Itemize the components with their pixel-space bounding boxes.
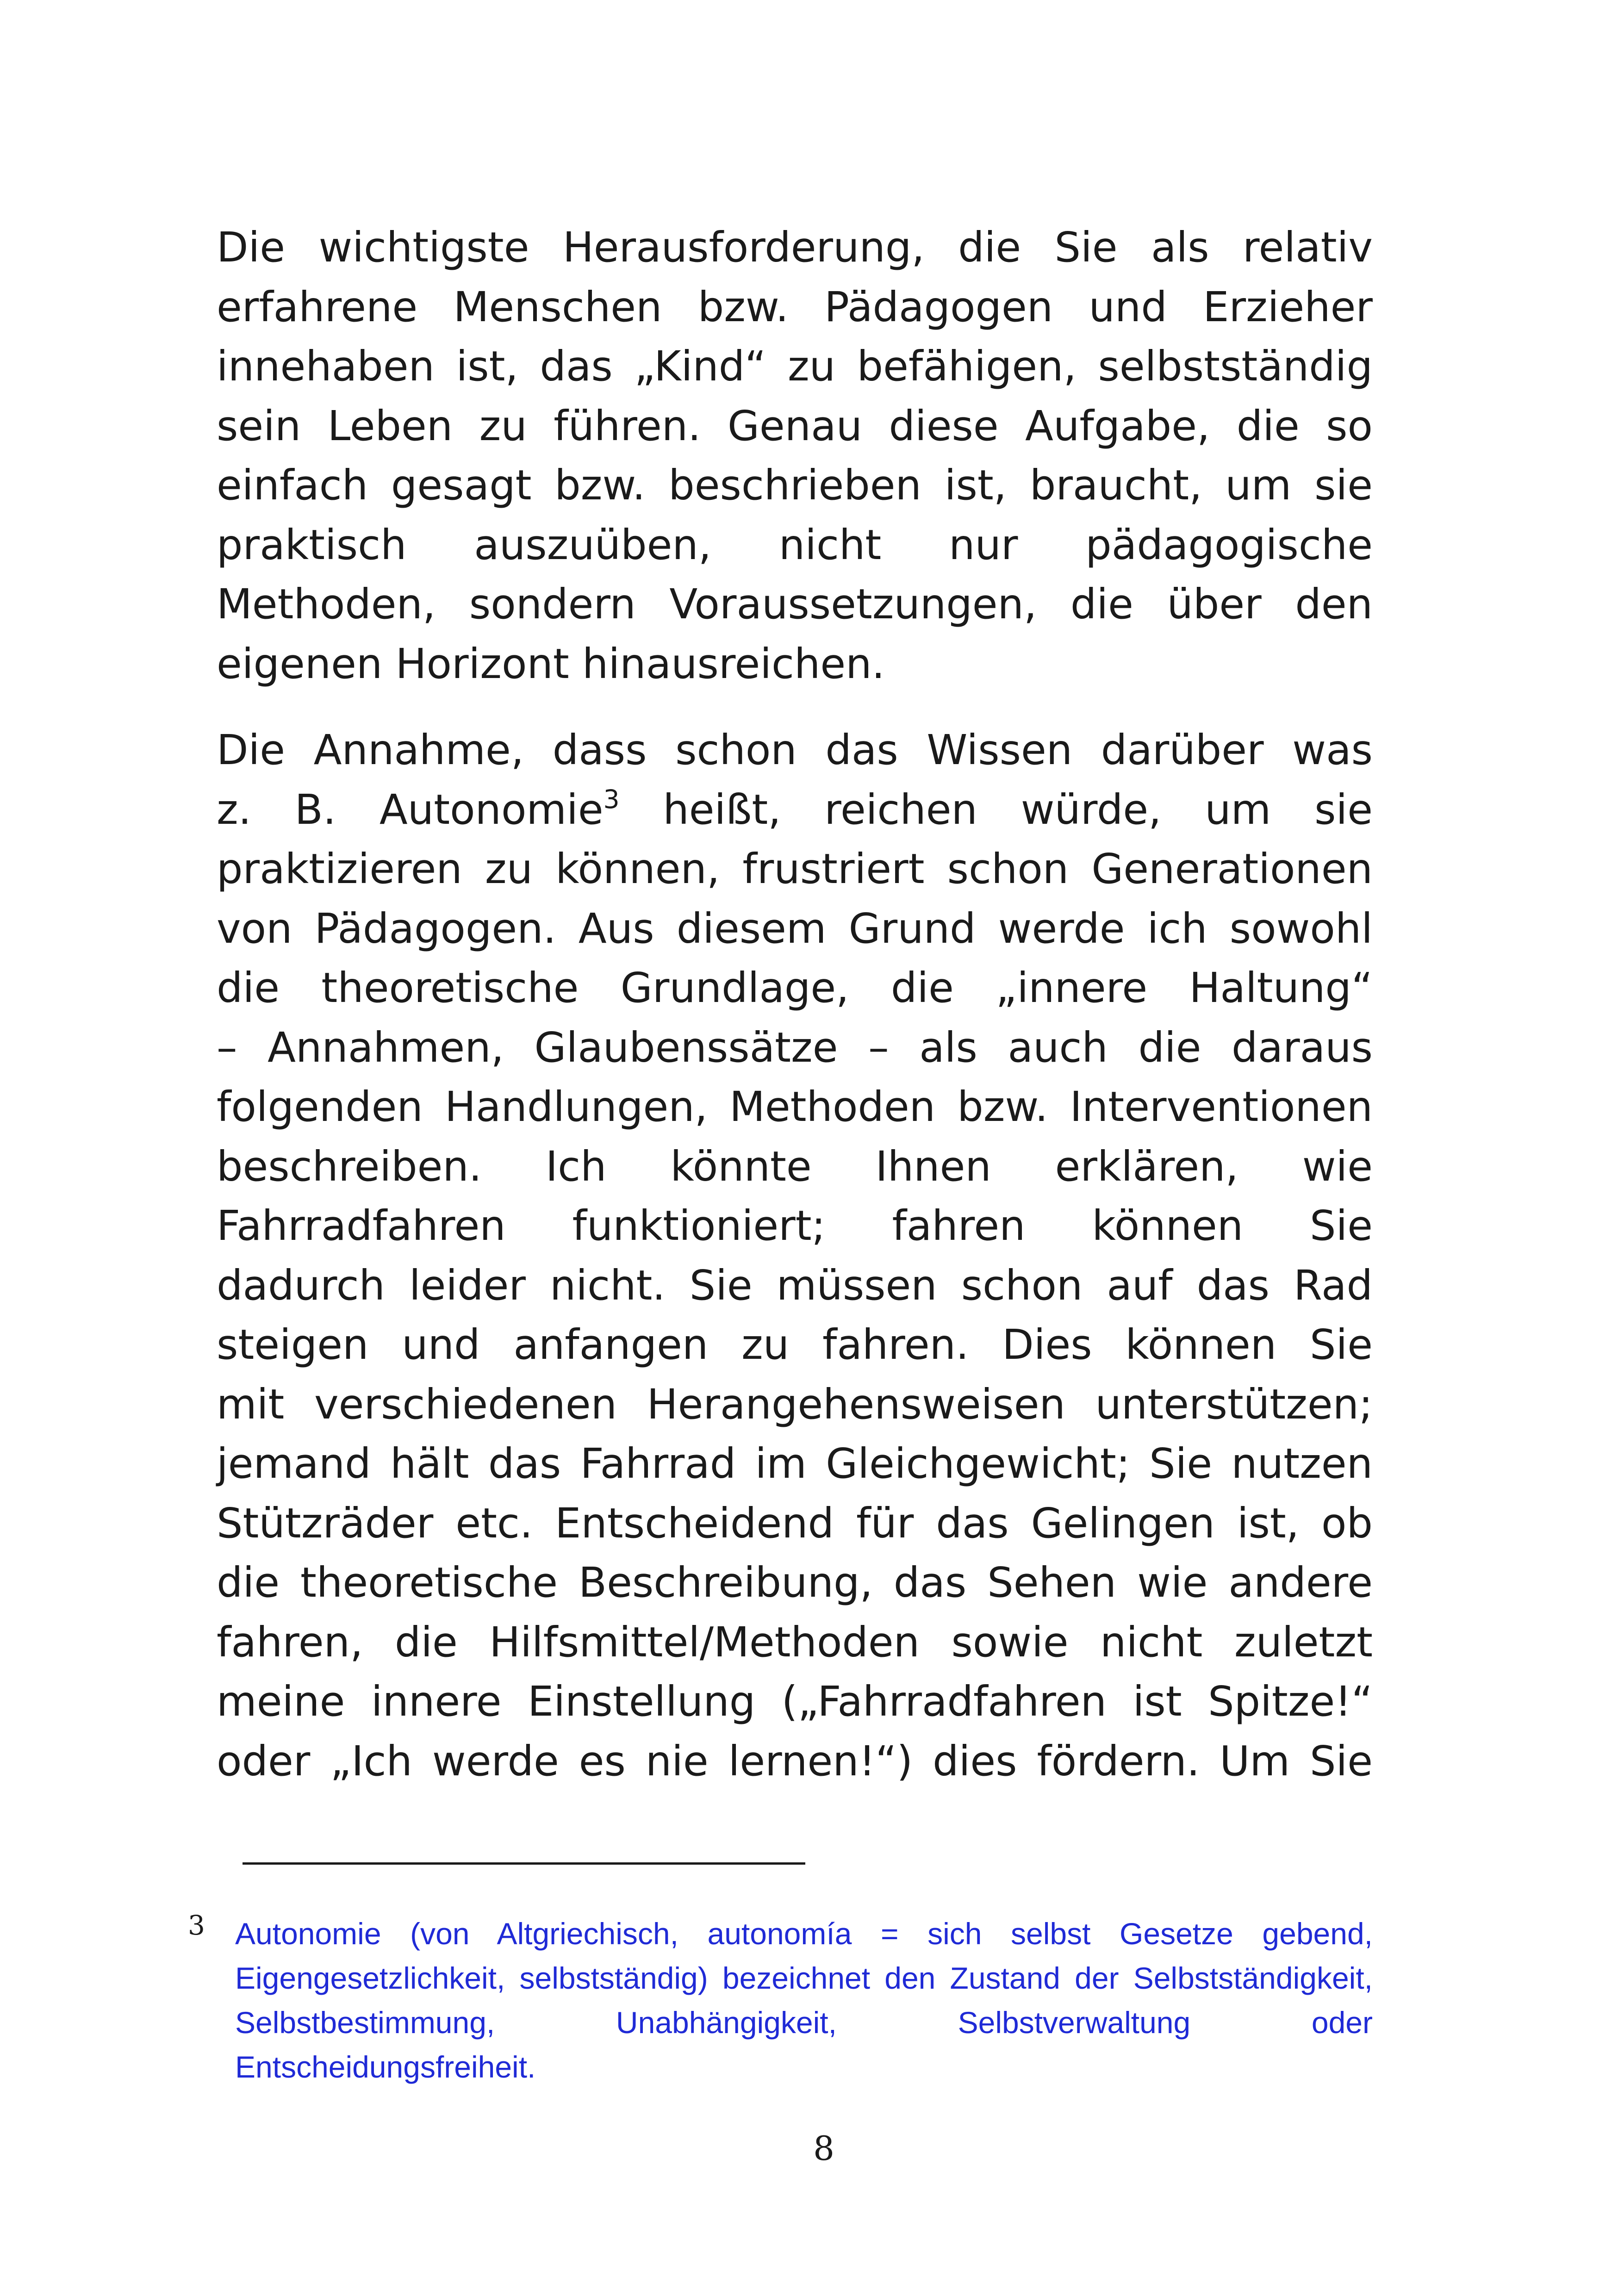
text-line: jemand hält das Fahrrad im Gleichgewicht; Sie nutzen (217, 1439, 1373, 1487)
text-line: einfach gesagt bzw. beschrieben ist, braucht, um sie (217, 461, 1373, 509)
page-number: 8 (813, 2129, 834, 2168)
footnote-line: Selbstbestimmung, Unabhängigkeit, Selbstverwaltung oder (235, 2005, 1373, 2040)
text-line: die theoretische Beschreibung, das Sehen wie andere (217, 1558, 1373, 1606)
text-line: mit verschiedenen Herangehensweisen unterstützen; (217, 1380, 1373, 1428)
footnote-separator (243, 1862, 805, 1865)
text-segment: z. B. Autonomie (217, 785, 604, 834)
footnote-mark: 3 (188, 1910, 205, 1941)
paragraph-2 (217, 720, 1373, 1791)
footnote-line: Autonomie (von Altgriechisch, autonomía = sich selbst Gesetze gebend, (235, 1916, 1373, 1951)
text-line: meine innere Einstellung („Fahrradfahren ist Spitze!“ (217, 1677, 1373, 1725)
paragraph-1 (217, 218, 1373, 693)
text-line: sein Leben zu führen. Genau diese Aufgabe, die so (217, 401, 1373, 450)
text-line-with-footnote-ref (217, 780, 1373, 840)
text-line: oder „Ich werde es nie lernen!“) dies fördern. Um Sie (217, 1736, 1373, 1785)
text-segment: heißt, reichen würde, um sie (619, 785, 1373, 834)
footnote-reference: 3 (603, 784, 620, 814)
text-line: die theoretische Grundlage, die „innere Haltung“ (217, 964, 1373, 1012)
text-line: praktisch auszuüben, nicht nur pädagogische (217, 520, 1373, 569)
text-line: Fahrradfahren funktioniert; fahren können Sie (217, 1201, 1373, 1250)
text-line: erfahrene Menschen bzw. Pädagogen und Erzieher (217, 282, 1373, 331)
text-line: innehaben ist, das „Kind“ zu befähigen, selbstständig (217, 342, 1373, 390)
text-line: Die Annahme, dass schon das Wissen darüber was (217, 726, 1373, 774)
text-line: – Annahmen, Glaubenssätze – als auch die daraus (217, 1023, 1373, 1071)
text-line: fahren, die Hilfsmittel/Methoden sowie nicht zuletzt (217, 1618, 1373, 1666)
text-line: Methoden, sondern Voraussetzungen, die über den (217, 580, 1373, 628)
text-line: Die wichtigste Herausforderung, die Sie als relativ (217, 223, 1373, 271)
text-line: dadurch leider nicht. Sie müssen schon auf das Rad (217, 1261, 1373, 1309)
text-line: von Pädagogen. Aus diesem Grund werde ich sowohl (217, 904, 1373, 952)
footnote-text (235, 1911, 1373, 2089)
footnote-line: Eigengesetzlichkeit, selbstständig) bezeichnet den Zustand der Selbstständigkeit, (235, 1961, 1373, 1995)
footnote-line: Entscheidungsfreiheit. (235, 2050, 536, 2084)
text-line: folgenden Handlungen, Methoden bzw. Interventionen (217, 1083, 1373, 1131)
text-line: Stützräder etc. Entscheidend für das Gelingen ist, ob (217, 1499, 1373, 1547)
text-line: eigenen Horizont hinausreichen. (217, 639, 885, 688)
text-line: beschreiben. Ich könnte Ihnen erklären, wie (217, 1142, 1373, 1190)
text-line: praktizieren zu können, frustriert schon Generationen (217, 845, 1373, 893)
text-line: steigen und anfangen zu fahren. Dies können Sie (217, 1320, 1373, 1369)
